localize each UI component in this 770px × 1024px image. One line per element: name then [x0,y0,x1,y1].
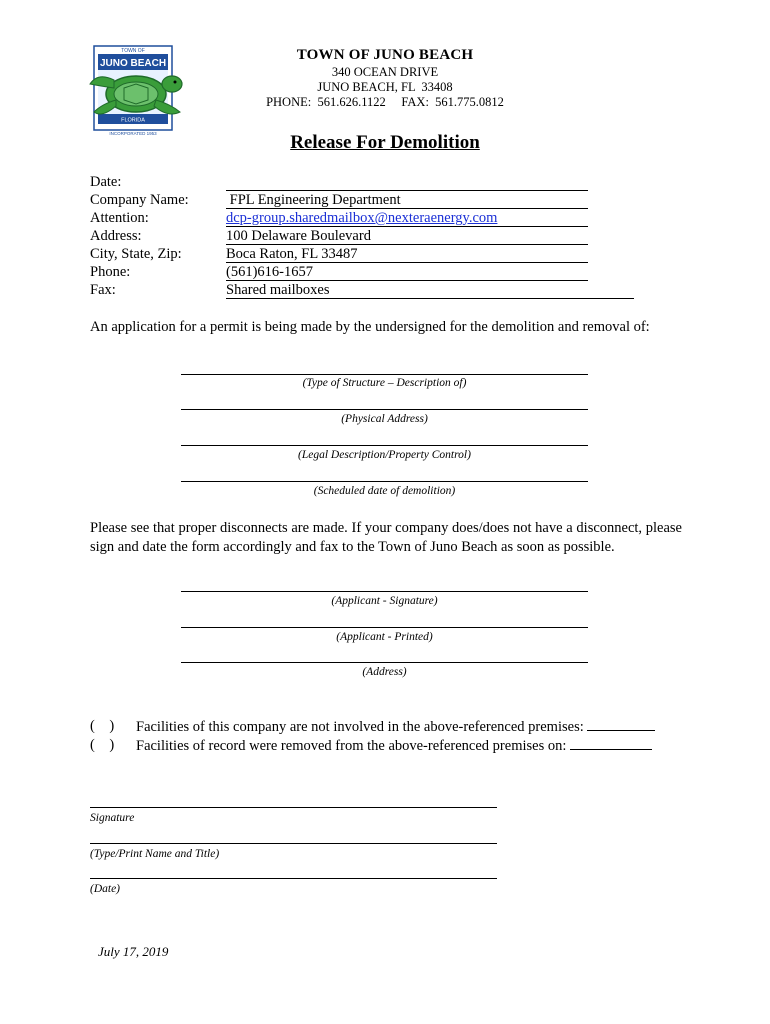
date-label: Date: [90,174,122,190]
company-name-line [226,208,588,209]
address-line-1: 340 OCEAN DRIVE [331,65,439,79]
removed-date-blank[interactable] [570,737,652,750]
option-removed-text: Facilities of record were removed from the above-referenced premises on: [136,738,567,754]
date-field-line[interactable] [226,190,588,191]
disconnect-paragraph: Please see that proper disconnects are made. If your company does/does not have a disconnect, please sign and date the form accordingly and fax to the Town of Juno Beach as soon as possible. [90,520,682,555]
company-name-label: Company Name: [90,192,189,208]
intro-text: An application for a permit is being made by the undersigned for the demolition and removal of: [90,319,650,335]
document-title: Release For Demolition [290,132,480,153]
town-name: TOWN OF JUNO BEACH [296,47,474,63]
phone-fax-line: PHONE: 561.626.1122 FAX: 561.775.0812 [266,95,504,109]
date-line[interactable] [90,878,497,879]
fax-line [226,298,634,299]
not-involved-blank[interactable] [587,718,655,731]
print-name-caption: (Type/Print Name and Title) [90,848,220,860]
checkbox-not-involved[interactable]: ( ) [90,718,115,734]
phone-value[interactable]: (561)616-1657 [226,264,313,280]
applicant-address-caption: (Address) [362,666,407,678]
phone-label: Phone: [90,264,131,280]
physical-address-line[interactable] [181,409,588,410]
address-line [226,244,588,245]
attention-line [226,226,588,227]
structure-type-line[interactable] [181,374,588,375]
fax-label: Fax: [90,282,116,298]
date-caption: (Date) [90,883,121,895]
applicant-printed-line[interactable] [181,627,588,628]
applicant-signature-line[interactable] [181,591,588,592]
address-value[interactable]: 100 Delaware Boulevard [226,228,371,244]
signature-caption: Signature [90,812,135,824]
company-name-value[interactable]: FPL Engineering Department [226,192,401,208]
signature-line[interactable] [90,807,497,808]
city-state-zip-value[interactable]: Boca Raton, FL 33487 [226,246,358,262]
svg-text:JUNO BEACH: JUNO BEACH [99,58,167,69]
option-removed [136,737,652,755]
footer-date: July 17, 2019 [98,944,169,959]
structure-type-caption: (Type of Structure – Description of) [302,377,467,389]
legal-description-caption: (Legal Description/Property Control) [298,449,471,461]
city-state-zip-line [226,262,588,263]
attention-email-link[interactable]: dcp-group.sharedmailbox@nexteraenergy.com [226,210,498,226]
print-name-line[interactable] [90,843,497,844]
attention-label: Attention: [90,210,149,226]
applicant-address-line[interactable] [181,662,588,663]
phone-line [226,280,588,281]
svg-text:INCORPORATED 1953: INCORPORATED 1953 [109,131,157,136]
legal-description-line[interactable] [181,445,588,446]
physical-address-caption: (Physical Address) [341,413,428,425]
address-line-2: JUNO BEACH, FL 33408 [317,80,453,94]
option-not-involved-text: Facilities of this company are not involved in the above-referenced premises: [136,719,584,735]
svg-text:TOWN OF: TOWN OF [121,48,145,54]
option-not-involved [136,718,655,736]
demolition-date-line[interactable] [181,481,588,482]
fax-value[interactable]: Shared mailboxes [226,282,330,298]
svg-text:FLORIDA: FLORIDA [121,117,145,124]
applicant-printed-caption: (Applicant - Printed) [336,631,433,643]
checkbox-removed[interactable]: ( ) [90,737,115,753]
city-state-zip-label: City, State, Zip: [90,246,182,262]
address-label: Address: [90,228,142,244]
demolition-date-caption: (Scheduled date of demolition) [313,485,456,497]
applicant-signature-caption: (Applicant - Signature) [331,595,438,607]
